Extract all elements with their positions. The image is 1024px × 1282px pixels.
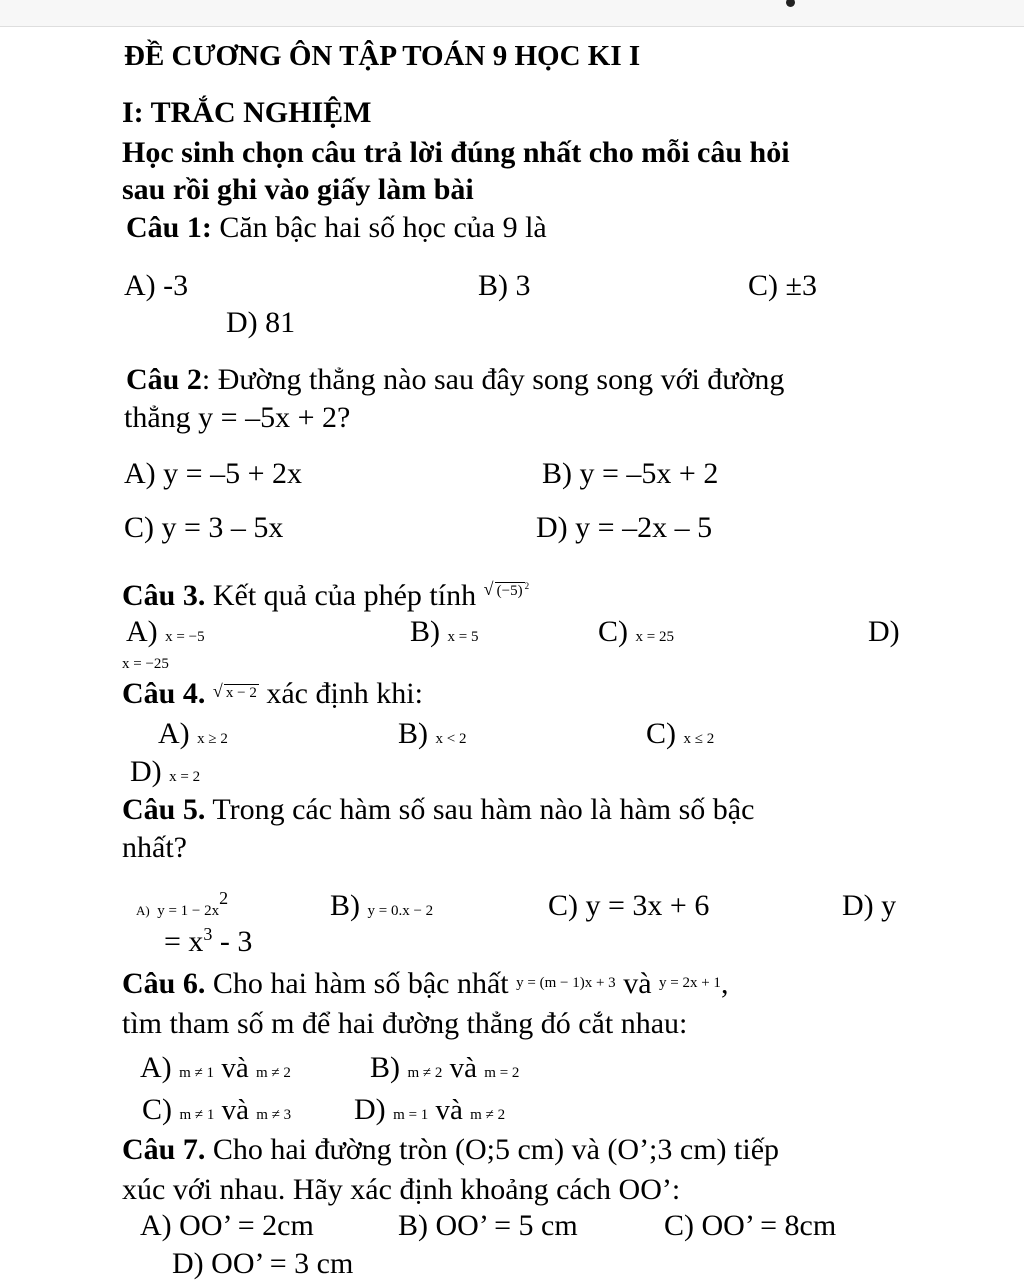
question-7-text-line-2: xúc với nhau. Hãy xác định khoảng cách OO’: xyxy=(122,1173,681,1206)
q3-exponent: 2 xyxy=(524,581,530,591)
q6-comma: , xyxy=(720,967,729,1000)
instruction-line-1: Học sinh chọn câu trả lời đúng nhất cho mỗi câu hỏi xyxy=(122,136,790,169)
document-title: ĐỀ CƯƠNG ÔN TẬP TOÁN 9 HỌC KI I xyxy=(124,40,641,72)
q4-option-a-label: A) xyxy=(158,717,190,750)
q3-option-a-label: A) xyxy=(126,615,158,648)
q6-function-1: y = (m − 1)x + 3 xyxy=(516,975,616,991)
q3-option-d-value: x = −25 xyxy=(122,656,169,672)
question-5 xyxy=(122,792,754,828)
q1-option-a: A) -3 xyxy=(124,269,189,302)
q6-option-c-and: và xyxy=(214,1094,257,1126)
q4-option-c-value: x ≤ 2 xyxy=(683,731,715,747)
q5-option-b-label: B) xyxy=(330,889,360,922)
q6-option-c-part-1: m ≠ 1 xyxy=(179,1107,215,1123)
q6-option-c-part-2: m ≠ 3 xyxy=(256,1107,292,1123)
question-7-text: Cho hai đường tròn (O;5 cm) và (O’;3 cm) tiếp xyxy=(205,1133,780,1166)
q6-option-c-label: C) xyxy=(142,1093,172,1126)
question-3 xyxy=(122,578,529,614)
question-2-text: : Đường thẳng nào sau đây song song với đường xyxy=(201,363,785,396)
q5-option-b-value: y = 0.x − 2 xyxy=(367,903,434,919)
q4-option-b-value: x < 2 xyxy=(435,731,467,747)
q5-d-tail: - 3 xyxy=(212,925,253,958)
q4-sqrt-expression xyxy=(213,683,259,703)
q5-d-base: = x xyxy=(164,925,204,958)
q1-option-b: B) 3 xyxy=(478,269,531,302)
question-7 xyxy=(122,1132,779,1168)
q5-option-c: C) y = 3x + 6 xyxy=(548,889,710,922)
q6-option-a-label: A) xyxy=(140,1051,172,1084)
q6-option-a-part-1: m ≠ 1 xyxy=(179,1065,215,1081)
q3-option-a-value: x = −5 xyxy=(165,629,205,645)
q4-option-d xyxy=(130,754,200,790)
q5-option-a xyxy=(136,888,228,924)
q6-option-a-and: và xyxy=(214,1052,256,1084)
question-6 xyxy=(122,966,728,1002)
section-heading: I: TRẮC NGHIỆM xyxy=(122,96,372,129)
q5-option-b xyxy=(330,888,433,924)
q1-option-d: D) 81 xyxy=(226,306,296,339)
q6-option-b-and: và xyxy=(442,1052,485,1084)
question-1-text: Căn bậc hai số học của 9 là xyxy=(211,211,547,244)
q5-option-d-continued xyxy=(164,924,252,960)
q7-option-b: B) OO’ = 5 cm xyxy=(398,1209,578,1242)
question-4-text: xác định khi: xyxy=(258,677,423,710)
q7-option-d: D) OO’ = 3 cm xyxy=(172,1247,354,1280)
q6-option-a-part-2: m ≠ 2 xyxy=(255,1065,291,1081)
question-5-text-line-2: nhất? xyxy=(122,831,187,864)
question-5-label: Câu 5. xyxy=(122,793,206,826)
q6-option-d xyxy=(354,1092,505,1128)
q4-option-b-label: B) xyxy=(398,717,428,750)
q3-option-c-label: C) xyxy=(598,615,628,648)
q4-option-d-value: x = 2 xyxy=(169,769,201,785)
q4-radicand: x − 2 xyxy=(225,685,257,701)
q7-option-a: A) OO’ = 2cm xyxy=(140,1209,314,1242)
q3-option-a xyxy=(126,614,205,650)
q5-option-d: D) y xyxy=(842,889,897,922)
q3-option-c-value: x = 25 xyxy=(635,629,674,645)
question-3-label: Câu 3. xyxy=(122,579,206,612)
q6-option-d-label: D) xyxy=(354,1093,386,1126)
q3-option-b xyxy=(410,614,478,650)
q5-option-a-label: A) xyxy=(136,903,150,918)
question-4 xyxy=(122,676,423,712)
q7-option-c: C) OO’ = 8cm xyxy=(664,1209,837,1242)
q3-option-b-label: B) xyxy=(410,615,440,648)
top-bar xyxy=(0,0,1024,27)
q4-option-a-value: x ≥ 2 xyxy=(197,731,228,747)
question-2-text-line-2: thẳng y = –5x + 2? xyxy=(124,401,351,434)
question-1 xyxy=(126,210,547,246)
q1-option-c: C) ±3 xyxy=(748,269,817,302)
q6-and-word: và xyxy=(615,967,660,1000)
q4-option-d-label: D) xyxy=(130,755,162,788)
q3-option-c xyxy=(598,614,674,650)
q6-option-d-part-2: m ≠ 2 xyxy=(470,1107,506,1123)
question-6-text: Cho hai hàm số bậc nhất xyxy=(205,967,517,1000)
q3-option-b-value: x = 5 xyxy=(447,629,479,645)
q6-function-2: y = 2x + 1 xyxy=(659,975,721,991)
question-3-text: Kết quả của phép tính xyxy=(205,579,484,612)
q6-option-d-part-1: m = 1 xyxy=(393,1107,429,1123)
question-4-label: Câu 4. xyxy=(122,677,206,710)
q6-option-b-part-1: m ≠ 2 xyxy=(407,1065,443,1081)
q5-option-a-exp: 2 xyxy=(219,888,229,908)
question-1-label: Câu 1: xyxy=(126,211,212,244)
q4-option-c xyxy=(646,716,714,752)
question-2-label: Câu 2 xyxy=(126,363,202,396)
q6-option-b-part-2: m = 2 xyxy=(484,1065,520,1081)
scroll-indicator-dot xyxy=(786,0,795,7)
q6-option-a xyxy=(140,1050,291,1086)
q6-option-b-label: B) xyxy=(370,1051,400,1084)
q3-option-d-label: D) xyxy=(868,615,900,648)
instruction-line-2: sau rồi ghi vào giấy làm bài xyxy=(122,173,474,206)
q4-option-a xyxy=(158,716,228,752)
q6-option-b xyxy=(370,1050,519,1086)
q5-d-exponent: 3 xyxy=(203,924,213,944)
question-7-label: Câu 7. xyxy=(122,1133,206,1166)
q2-option-c: C) y = 3 – 5x xyxy=(124,511,284,544)
q3-radicand: (−5) xyxy=(496,583,523,599)
q2-option-d: D) y = –2x – 5 xyxy=(536,511,713,544)
q2-option-a: A) y = –5 + 2x xyxy=(124,457,302,490)
q4-option-c-label: C) xyxy=(646,717,676,750)
question-6-label: Câu 6. xyxy=(122,967,206,1000)
q5-option-a-value: y = 1 − 2x xyxy=(157,903,220,919)
q3-sqrt-expression xyxy=(484,581,529,601)
q6-option-c xyxy=(142,1092,291,1128)
question-5-text: Trong các hàm số sau hàm nào là hàm số bậc xyxy=(205,793,755,826)
q2-option-b: B) y = –5x + 2 xyxy=(542,457,719,490)
question-2 xyxy=(126,362,784,398)
question-6-text-line-2: tìm tham số m để hai đường thẳng đó cắt nhau: xyxy=(122,1007,688,1040)
q6-option-d-and: và xyxy=(428,1094,471,1126)
q4-option-b xyxy=(398,716,466,752)
